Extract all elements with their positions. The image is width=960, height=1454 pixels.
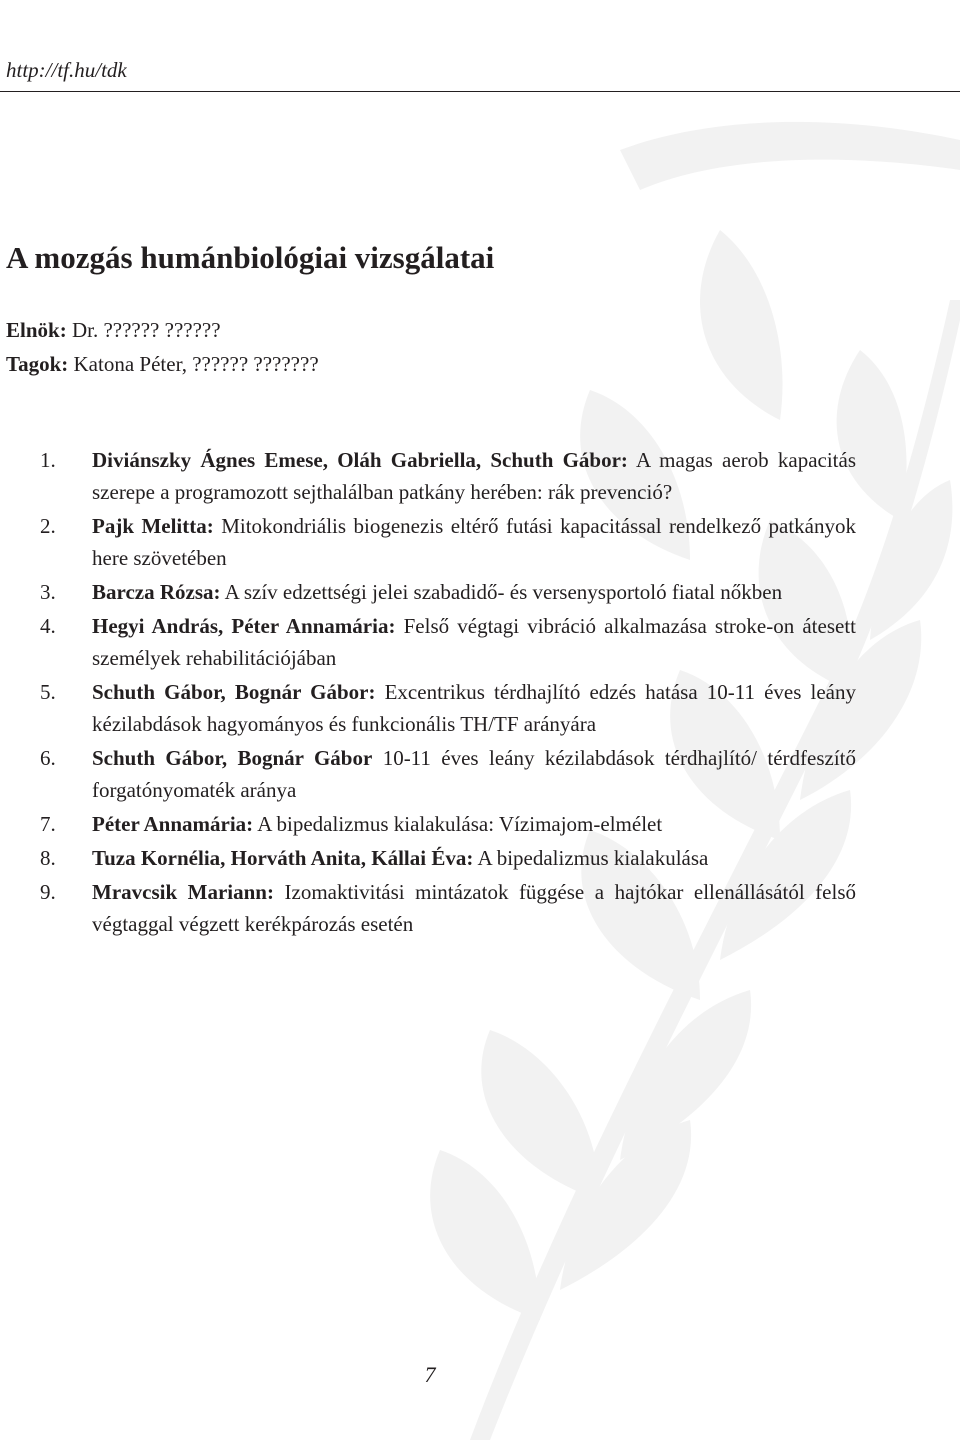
presentation-item (40, 808, 856, 840)
presentation-item (40, 510, 856, 574)
item-title: A bipedalizmus kialakulása: Vízimajom-elmélet (257, 812, 663, 836)
item-authors: Pajk Melitta: (92, 514, 214, 538)
item-title: A szív edzettségi jelei szabadidő- és versenysportoló fiatal nőkben (224, 580, 783, 604)
item-title: Felső végtagi vibráció alkalmazása stroke-on átesett személyek rehabilitációjában (92, 614, 857, 670)
members-value: Katona Péter, ?????? ??????? (73, 352, 319, 376)
chair-label: Elnök: (6, 318, 67, 342)
item-authors: Tuza Kornélia, Horváth Anita, Kállai Éva: (92, 846, 474, 870)
presentation-item (40, 842, 856, 874)
item-authors: Diviánszky Ágnes Emese, Oláh Gabriella, Schuth Gábor: (92, 448, 628, 472)
members-label: Tagok: (6, 352, 69, 376)
header-divider (0, 91, 960, 92)
presentation-item (40, 444, 856, 508)
presentation-list (40, 444, 856, 942)
item-authors: Péter Annamária: (92, 812, 254, 836)
item-number: 9. (40, 880, 56, 904)
item-authors: Barcza Rózsa: (92, 580, 221, 604)
presentation-item (40, 676, 856, 740)
item-title: Excentrikus térdhajlító edzés hatása 10-11 éves leány kézilabdások hagyományos és funkcionális TH/TF arányára (92, 680, 857, 736)
item-title: A bipedalizmus kialakulása (477, 846, 709, 870)
item-title: Mitokondriális biogenezis eltérő futási kapacitással rendelkező patkányok here szövetében (92, 514, 857, 570)
item-number: 6. (40, 746, 56, 770)
presentation-item (40, 610, 856, 674)
chair-value: Dr. ?????? ?????? (71, 318, 221, 342)
item-number: 3. (40, 580, 56, 604)
item-title: 10-11 éves leány kézilabdások térdhajlító/ térdfeszítő forgatónyomaték aránya (92, 746, 856, 802)
section-title: A mozgás humánbiológiai vizsgálatai (6, 240, 495, 275)
header-url[interactable]: http://tf.hu/tdk (6, 58, 127, 82)
item-title: A magas aerob kapacitás szerepe a programozott sejthalálban patkány herében: rák prevenció? (92, 448, 856, 504)
item-authors: Schuth Gábor, Bognár Gábor: (92, 680, 376, 704)
presentation-item (40, 876, 856, 940)
presentation-item (40, 576, 856, 608)
committee-block (6, 313, 319, 381)
item-authors: Mravcsik Mariann: (92, 880, 274, 904)
page-number: 7 (424, 1362, 436, 1387)
presentation-item (40, 742, 856, 806)
item-authors: Hegyi András, Péter Annamária: (92, 614, 396, 638)
item-number: 1. (40, 448, 56, 472)
item-number: 4. (40, 614, 56, 638)
item-number: 7. (40, 812, 56, 836)
committee-members (6, 347, 319, 381)
item-title: Izomaktivitási mintázatok függése a hajtókar ellenállásától felső végtaggal végzett kerékpározás esetén (92, 880, 856, 936)
item-number: 2. (40, 514, 56, 538)
item-number: 8. (40, 846, 56, 870)
committee-chair (6, 313, 319, 347)
item-number: 5. (40, 680, 56, 704)
item-authors: Schuth Gábor, Bognár Gábor (92, 746, 373, 770)
